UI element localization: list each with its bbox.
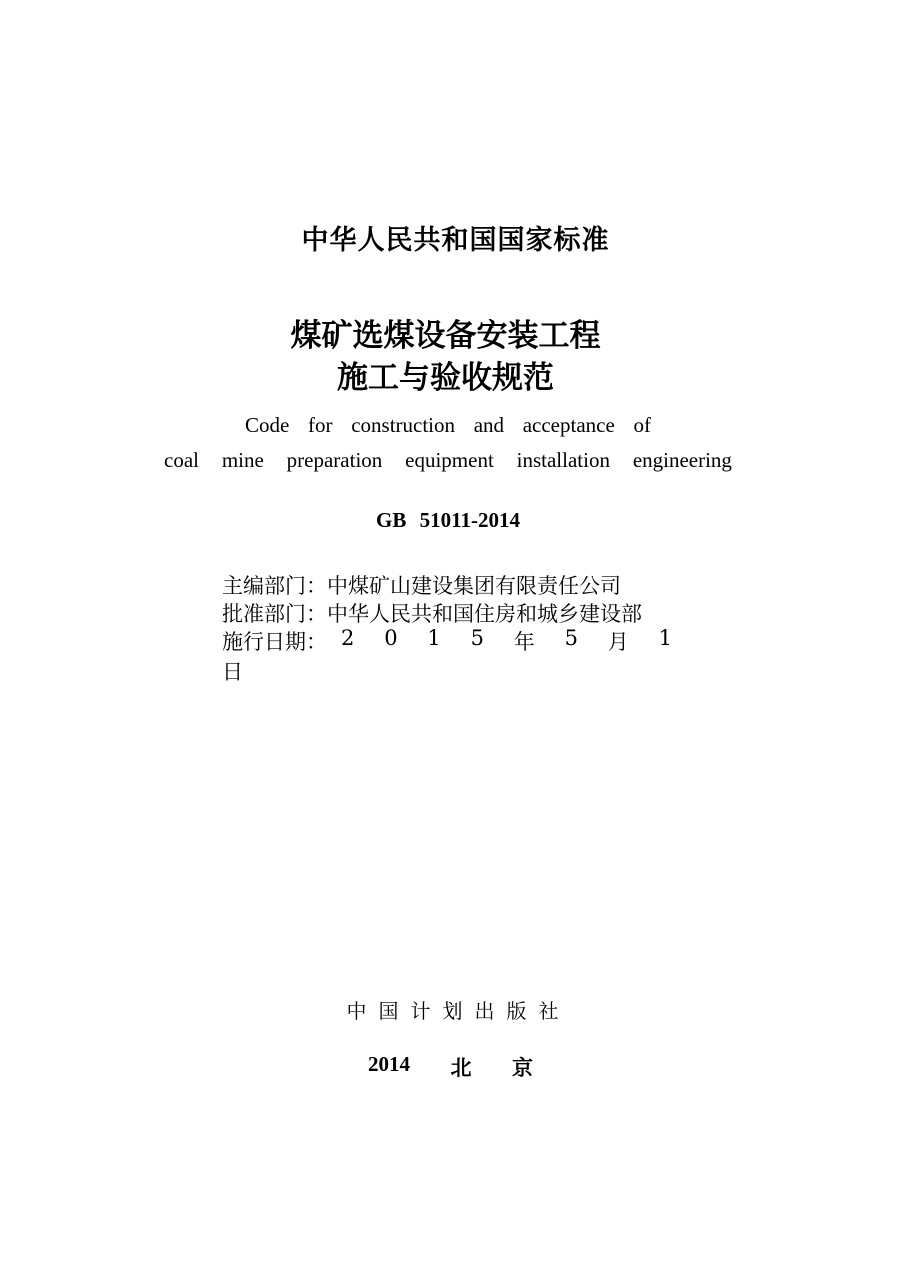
english-title-line-1 (245, 413, 651, 438)
effective-date-tail: 日 (222, 660, 243, 684)
national-standard-heading: 中华人民共和国国家标准 (301, 225, 610, 256)
effective-date-char: 5 (470, 626, 484, 650)
english-title-word: preparation (286, 448, 383, 472)
effective-date (222, 626, 672, 656)
english-title-word: for (308, 413, 333, 437)
english-title-word: construction (351, 413, 456, 437)
effective-date-char: 1 (658, 626, 672, 650)
imprint-city-char: 北 (450, 1056, 472, 1080)
english-title-line-2 (164, 448, 732, 473)
editor-department: 主编部门：中煤矿山建设集团有限责任公司 (222, 574, 621, 598)
effective-date-char: 1 (427, 626, 441, 650)
effective-date-char: 年 (513, 630, 535, 654)
effective-date-label: 施行日期： (222, 630, 327, 654)
approver-department: 批准部门：中华人民共和国住房和城乡建设部 (222, 602, 642, 626)
english-title-word: of (633, 413, 651, 437)
document-title-line-2: 施工与验收规范 (337, 360, 554, 396)
effective-date-char: 2 (341, 626, 355, 650)
document-title-line-1: 煤矿选煤设备安装工程 (290, 318, 601, 354)
english-title-word: installation (516, 448, 610, 472)
english-title-word: engineering (632, 448, 732, 472)
effective-date-char: 5 (564, 626, 578, 650)
english-title-word: mine (221, 448, 264, 472)
english-title-word: coal (164, 448, 199, 472)
effective-date-value (327, 626, 672, 656)
english-title-word: and (473, 413, 505, 437)
english-title-word: acceptance (522, 413, 615, 437)
effective-date-char: 月 (607, 630, 629, 654)
imprint-year: 2014 (368, 1052, 410, 1076)
publisher-name: 中国计划出版社 (346, 999, 571, 1023)
english-title-word: Code (245, 413, 290, 437)
imprint-line (368, 1052, 533, 1082)
standard-code: GB 51011-2014 (376, 508, 520, 532)
effective-date-char: 0 (384, 626, 398, 650)
english-title-word: equipment (405, 448, 494, 472)
imprint-city-char: 京 (512, 1056, 533, 1080)
